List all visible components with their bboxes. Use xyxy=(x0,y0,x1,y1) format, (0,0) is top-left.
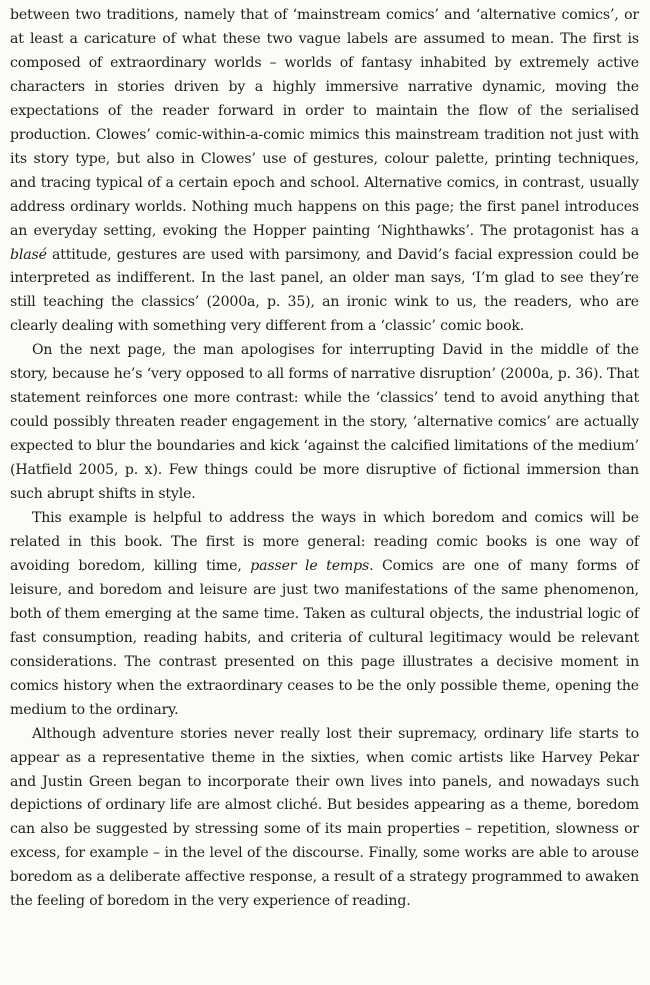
paragraph xyxy=(10,4,639,339)
italic-term: blasé xyxy=(10,246,47,263)
paragraph-text: This example is helpful to address the ways in which boredom and comics will be related in this book. The first is more general: reading comic books is one way of avoiding boredom, killing time, xyxy=(10,510,639,574)
paragraph-text: between two traditions, namely that of ‘mainstream comics’ and ‘alternative comics’, or at least a caricature of what these two vague labels are assumed to mean. The first is composed of extraordinary worlds – worlds of fantasy inhabited by extremely active characters in stories driven by a highly immersive narrative dynamic, moving the expectations of the reader forward in order to maintain the flow of the serialised production. Clowes’ comic-within-a-comic mimics this mainstream tradition not just with its story type, but also in Clowes’ use of gestures, colour palette, printing techniques, and tracing typical of a certain epoch and school. Alternative comics, in contrast, usually address ordinary worlds. Nothing much happens on this page; the first panel introduces an everyday setting, evoking the Hopper painting ‘Nighthawks’. The protagonist has a xyxy=(10,7,639,239)
book-page xyxy=(10,4,639,914)
paragraph-text: attitude, gestures are used with parsimony, and David’s facial expression could be interpreted as indifferent. In the last panel, an older man says, ‘I’m glad to see they’re still teaching the classics’ (2000a, p. 35), an ironic wink to us, the readers, who are clearly dealing with something very different from a ‘classic’ comic book. xyxy=(10,246,639,335)
paragraph-text: On the next page, the man apologises for interrupting David in the middle of the story, because he’s ‘very opposed to all forms of narrative disruption’ (2000a, p. 36). That statement reinforces one more contrast: while the ‘classics’ tend to avoid anything that could possibly threaten reader engagement in the story, ‘alternative comics’ are actually expected to blur the boundaries and kick ‘against the calcified limitations of the medium’ (Hatfield 2005, p. x). Few things could be more disruptive of fictional immersion than such abrupt shifts in style. xyxy=(10,342,639,503)
paragraph xyxy=(10,507,639,723)
paragraph xyxy=(10,723,639,915)
paragraph-text: Although adventure stories never really lost their supremacy, ordinary life starts to appear as a representative theme in the sixties, when comic artists like Harvey Pekar and Justin Green began to incorporate their own lives into panels, and nowadays such depictions of ordinary life are almost cliché. But besides appearing as a theme, boredom can also be suggested by stressing some of its main properties – repetition, slowness or excess, for example – in the level of the discourse. Finally, some works are able to arouse boredom as a deliberate affective response, a result of a strategy programmed to awaken the feeling of boredom in the very experience of reading. xyxy=(10,725,639,910)
paragraph-text: . Comics are one of many forms of leisure, and boredom and leisure are just two manifestations of the same phenomenon, both of them emerging at the same time. Taken as cultural objects, the industrial logic of fast consumption, reading habits, and criteria of cultural legitimacy would be relevant considerations. The contrast presented on this page illustrates a decisive moment in comics history when the extraordinary ceases to be the only possible theme, opening the medium to the ordinary. xyxy=(10,557,639,718)
paragraph xyxy=(10,339,639,507)
italic-term: passer le temps xyxy=(250,557,370,574)
